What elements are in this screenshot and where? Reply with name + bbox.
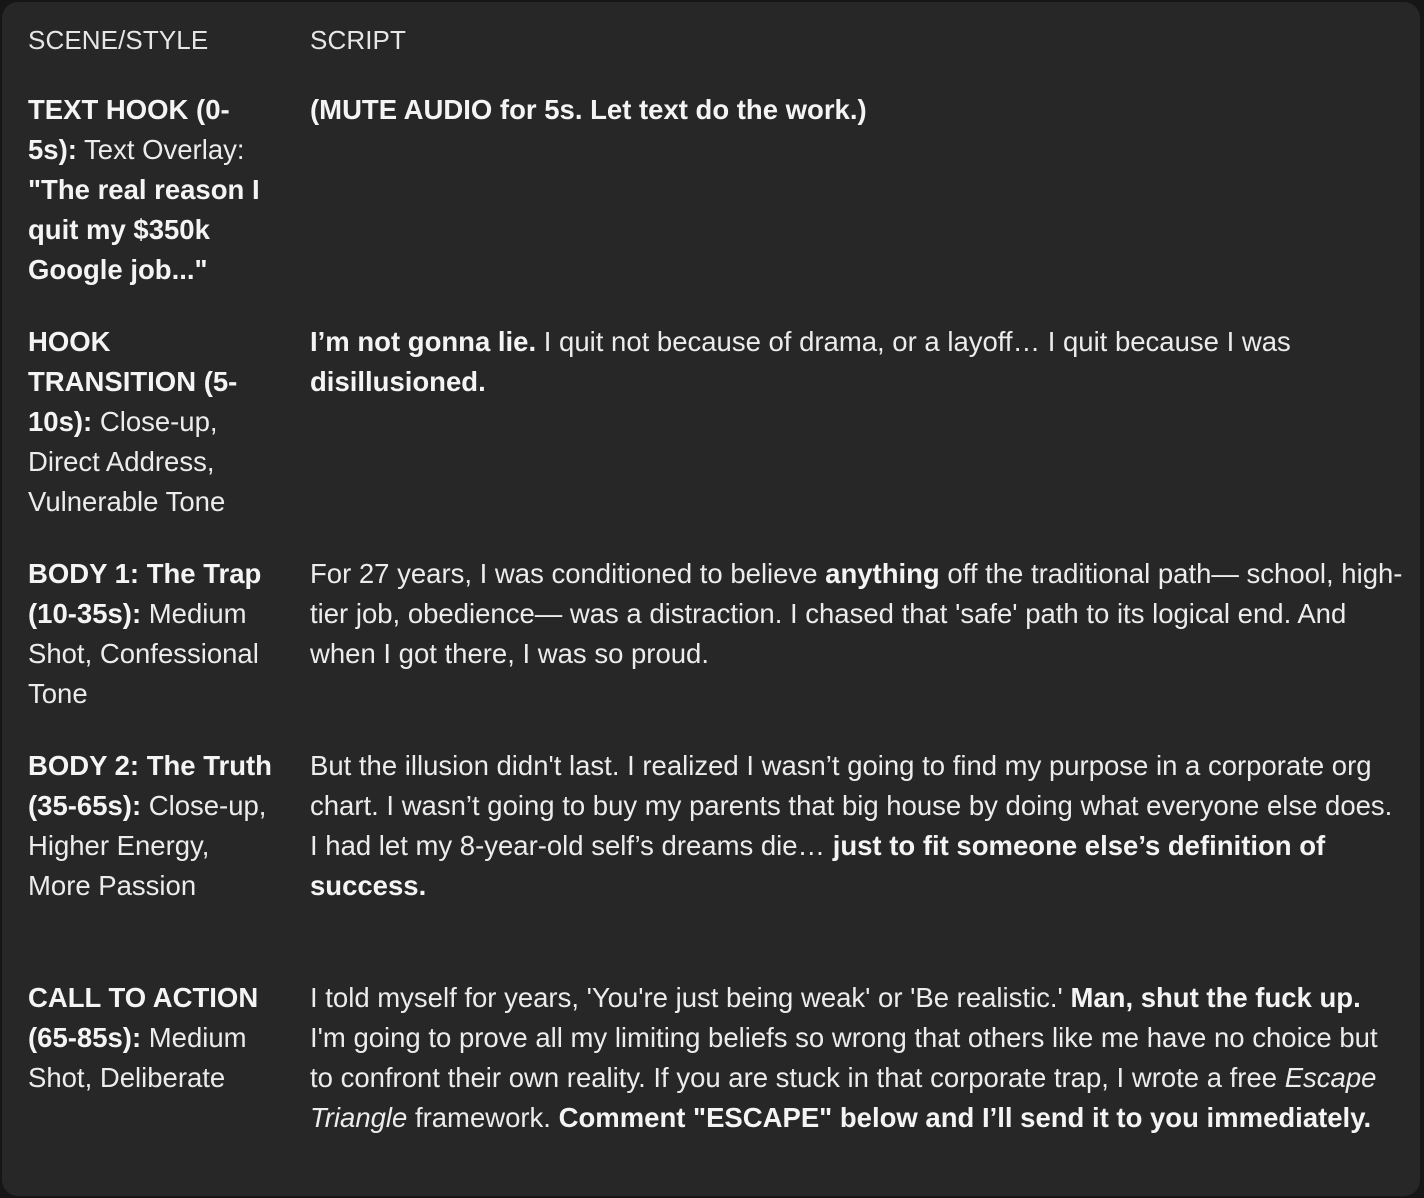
scene-description: Close-up, Higher Energy, More Passion [28,790,267,901]
script-text: But the illusion didn't last. I realized I wasn’t going to find my purpose in a corporate org chart. I wasn’t going to buy my parents that big house by doing what everyone else does. I had let my 8-year-old self’s dreams die… [310,750,1393,861]
scene-heading: TEXT HOOK (0-5s): [28,94,230,165]
scene-description: Medium Shot, Confessional Tone [28,598,259,709]
script-table [2,2,1420,1196]
script-text: Man, shut the fuck up. [1070,982,1361,1013]
scene-heading: BODY 2: The Truth (35-65s): [28,750,272,821]
script-text: disillusioned. [310,366,486,397]
script-text: I'm going to prove all my limiting beliefs so wrong that others like me have no choice but to confront their own reality. If you are stuck in that corporate trap, I wrote a free [310,1022,1378,1093]
script-text-italic: Escape Triangle [310,1062,1377,1133]
script-cell [310,554,1404,674]
script-text: framework. [407,1102,559,1133]
header-script: SCRIPT [310,25,406,55]
scene-heading: CALL TO ACTION (65-85s): [28,982,259,1053]
script-text: just to fit someone else’s definition of success. [310,830,1326,901]
scene-overlay-text: "The real reason I quit my $350k Google job..." [28,174,260,285]
scene-cell [28,746,278,906]
script-text: I’m not gonna lie. [310,326,537,357]
script-text: off the traditional path— school, high-tier job, obedience— was a distraction. I chased that 'safe' path to its logical end. And when I got there, I was so proud. [310,558,1403,669]
header-scene-style: SCENE/STYLE [28,25,209,55]
script-text: (MUTE AUDIO for 5s. Let text do the work.) [310,94,867,125]
script-cell [310,746,1404,906]
scene-description: Close-up, Direct Address, Vulnerable Tone [28,406,226,517]
scene-cell [28,554,278,714]
script-text: For 27 years, I was conditioned to believe [310,558,826,589]
scene-description: Text Overlay: [76,134,245,165]
scene-heading: HOOK TRANSITION (5-10s): [28,326,238,437]
script-cell [310,90,1404,130]
script-cell [310,322,1404,402]
scene-cell [28,322,278,522]
scene-description: Medium Shot, Deliberate [28,1022,247,1093]
scene-cell [28,90,278,290]
scene-heading: BODY 1: The Trap (10-35s): [28,558,262,629]
script-text: I quit not because of drama, or a layoff… I quit because I was [536,326,1291,357]
script-text: I told myself for years, 'You're just being weak' or 'Be realistic.' [310,982,1071,1013]
script-text: Comment "ESCAPE" below and I’ll send it to you immediately. [558,1102,1372,1133]
script-text: anything [825,558,940,589]
scene-cell [28,978,278,1098]
script-cell [310,978,1404,1138]
